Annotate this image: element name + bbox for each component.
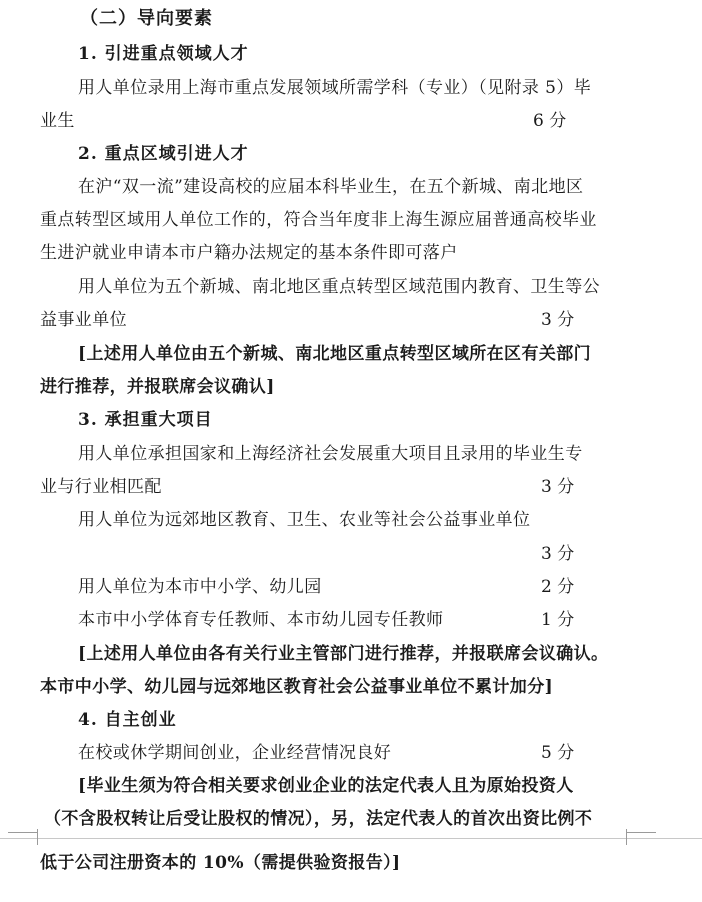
item-3-note-line-1: [上述用人单位由各有关行业主管部门进行推荐，并报联席会议确认。 bbox=[78, 644, 609, 664]
item-1-score: 6 分 bbox=[533, 111, 567, 131]
item-3-text-line-3: 用人单位为远郊地区教育、卫生、农业等社会公益事业单位 bbox=[78, 510, 531, 530]
item-3-score-1: 3 分 bbox=[541, 477, 575, 497]
item-3-score-3: 2 分 bbox=[541, 577, 575, 597]
item-4-text-line-1: 在校或休学期间创业，企业经营情况良好 bbox=[78, 743, 392, 763]
item-4-note-line-1: [毕业生须为符合相关要求创业企业的法定代表人且为原始投资人 bbox=[78, 776, 574, 796]
item-2-text-line-3: 生进沪就业申请本市户籍办法规定的基本条件即可落户 bbox=[40, 243, 458, 263]
item-3-text-line-4: 用人单位为本市中小学、幼儿园 bbox=[78, 577, 322, 597]
item-3-text-line-2: 业与行业相匹配 bbox=[40, 477, 162, 497]
item-2-text-line-1: 在沪“双一流”建设高校的应届本科毕业生，在五个新城、南北地区 bbox=[78, 177, 584, 197]
item-2-score: 3 分 bbox=[541, 310, 575, 330]
item-4-note-line-2: （不含股权转让后受让股权的情况），另，法定代表人的首次出资比例不 bbox=[44, 809, 593, 829]
item-3-note-line-2: 本市中小学、幼儿园与远郊地区教育社会公益事业单位不累计加分] bbox=[40, 677, 554, 697]
item-2-heading: 2. 重点区域引进人才 bbox=[78, 144, 249, 164]
item-4-heading: 4. 自主创业 bbox=[78, 710, 177, 730]
item-3-score-2: 3 分 bbox=[541, 544, 575, 564]
item-3-text-line-1: 用人单位承担国家和上海经济社会发展重大项目且录用的毕业生专 bbox=[78, 444, 583, 464]
crop-mark-right bbox=[626, 832, 656, 833]
item-2-note-line-2: 进行推荐，并报联席会议确认] bbox=[40, 377, 275, 397]
item-3-text-line-5: 本市中小学体育专任教师、本市幼儿园专任教师 bbox=[78, 610, 444, 630]
item-1-text-line-1: 用人单位录用上海市重点发展领域所需学科（专业）（见附录 5）毕 bbox=[78, 78, 592, 98]
page-break-line bbox=[0, 838, 702, 839]
crop-mark-left bbox=[8, 832, 38, 833]
item-2-note-line-1: [上述用人单位由五个新城、南北地区重点转型区域所在区有关部门 bbox=[78, 344, 592, 364]
item-3-score-4: 1 分 bbox=[541, 610, 575, 630]
crop-mark-right-vertical bbox=[626, 829, 627, 845]
section-title: （二）导向要素 bbox=[80, 8, 213, 29]
crop-mark-left-vertical bbox=[37, 829, 38, 845]
item-2-text-line-4: 用人单位为五个新城、南北地区重点转型区域范围内教育、卫生等公 bbox=[78, 277, 600, 297]
item-1-text-line-2: 业生 bbox=[40, 111, 75, 131]
item-3-heading: 3. 承担重大项目 bbox=[78, 410, 213, 430]
item-4-score: 5 分 bbox=[541, 743, 575, 763]
item-2-text-line-5: 益事业单位 bbox=[40, 310, 127, 330]
item-1-heading: 1. 引进重点领域人才 bbox=[78, 44, 249, 64]
item-4-note-line-3: 低于公司注册资本的 10%（需提供验资报告）] bbox=[40, 853, 401, 873]
item-2-text-line-2: 重点转型区域用人单位工作的，符合当年度非上海生源应届普通高校毕业 bbox=[40, 210, 597, 230]
